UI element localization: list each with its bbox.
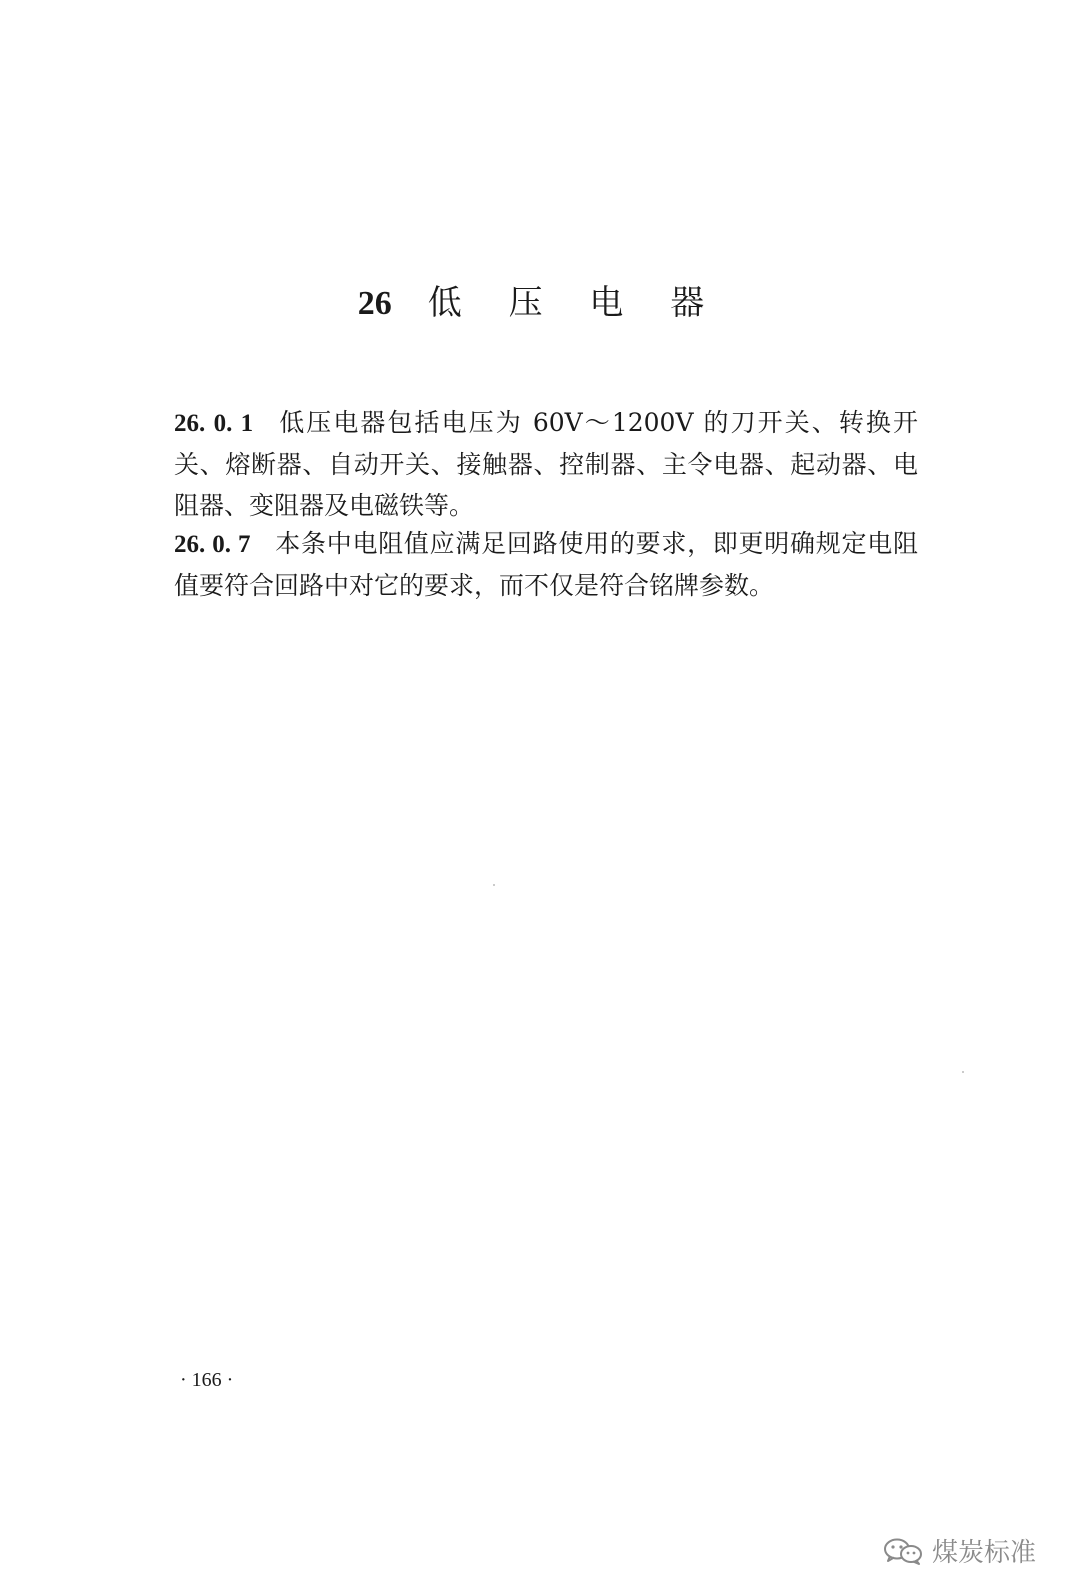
clause-26-0-7 — [174, 523, 918, 606]
watermark — [882, 1532, 1036, 1569]
clause-text: 本条中电阻值应满足回路使用的要求，即更明确规定电阻值要符合回路中对它的要求，而不仅是符合铭牌参数。 — [174, 529, 918, 600]
chapter-title — [0, 280, 1080, 327]
clause-text: 低压电器包括电压为 60V～1200V 的刀开关、转换开关、熔断器、自动开关、接触器、控制器、主令电器、起动器、电阻器、变阻器及电磁铁等。 — [174, 408, 918, 520]
chapter-name: 低 压 电 器 — [427, 283, 723, 323]
scan-speck — [493, 884, 495, 886]
page-number: · 166 · — [180, 1369, 234, 1391]
watermark-text: 煤炭标准 — [931, 1538, 1036, 1568]
clause-number: 26. 0. 1 — [174, 410, 254, 437]
clause-number: 26. 0. 7 — [174, 531, 251, 558]
wechat-icon — [882, 1537, 924, 1565]
scan-speck — [962, 1071, 964, 1073]
chapter-number: 26 — [357, 285, 392, 322]
clause-26-0-1 — [174, 402, 918, 526]
